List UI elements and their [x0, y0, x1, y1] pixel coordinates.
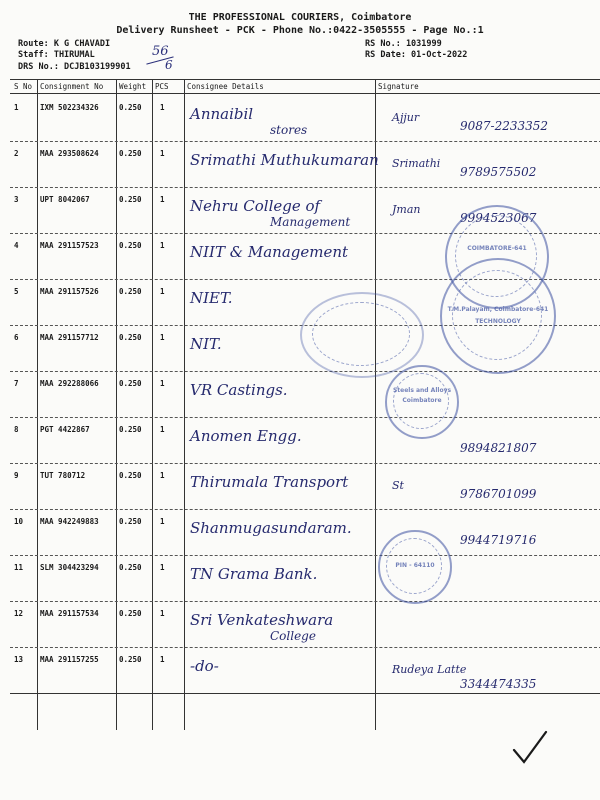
row-signature: Rudeya Latte	[392, 663, 467, 676]
table-row	[0, 417, 600, 463]
row-consignment-number: MAA 291157534	[40, 609, 99, 618]
row-consignment-number: UPT 8042067	[40, 195, 90, 204]
row-signature: Srimathi	[392, 157, 441, 170]
row-consignee-handwritten: -do-	[190, 657, 219, 675]
row-weight: 0.250	[119, 103, 142, 112]
alloys-city: Coimbatore	[402, 397, 442, 404]
col-consignment: Consignment No	[40, 82, 104, 91]
row-consignment-number: MAA 291157255	[40, 655, 99, 664]
row-handwritten-phone: 9786701099	[460, 487, 537, 501]
row-consignee-handwritten: Thirumala Transport	[190, 473, 349, 491]
row-consignee-handwritten: NIIT & Management	[190, 243, 349, 261]
row-pcs: 1	[160, 103, 165, 112]
staff-label: Staff: THIRUMAL	[18, 50, 95, 60]
row-weight: 0.250	[119, 609, 142, 618]
drs-number: DRS No.: DCJB103199901	[18, 62, 131, 72]
col-signature: Signature	[378, 82, 419, 91]
row-consignee-handwritten: Annaibil	[190, 105, 254, 123]
handwritten-count-bottom: 6	[165, 58, 173, 72]
row-handwritten-phone: 9789575502	[460, 165, 537, 179]
row-divider	[10, 601, 600, 602]
row-consignee-handwritten: NIT.	[190, 335, 222, 353]
row-consignee-handwritten: Anomen Engg.	[190, 427, 302, 445]
row-weight: 0.250	[119, 241, 142, 250]
row-serial-number: 2	[14, 149, 19, 158]
table-row	[0, 371, 600, 417]
row-weight: 0.250	[119, 287, 142, 296]
row-handwritten-phone: 9994523067	[460, 211, 537, 225]
table-row	[0, 141, 600, 187]
company-title: THE PROFESSIONAL COURIERS, Coimbatore	[188, 12, 412, 23]
row-divider	[10, 141, 600, 142]
row-consignment-number: MAA 292288066	[40, 379, 99, 388]
row-weight: 0.250	[119, 379, 142, 388]
table-row	[0, 647, 600, 693]
row-consignment-number: MAA 942249883	[40, 517, 99, 526]
row-divider	[10, 555, 600, 556]
row-serial-number: 8	[14, 425, 19, 434]
table-row	[0, 509, 600, 555]
col-sno: S No	[14, 82, 33, 91]
table-row	[0, 601, 600, 647]
route-label: Route: K G CHAVADI	[18, 39, 111, 49]
row-serial-number: 9	[14, 471, 19, 480]
faded-round-stamp	[300, 292, 424, 378]
row-serial-number: 7	[14, 379, 19, 388]
row-consignment-number: SLM 304423294	[40, 563, 99, 572]
table-row	[0, 463, 600, 509]
rs-number: RS No.: 1031999	[365, 39, 442, 49]
row-divider	[10, 509, 600, 510]
row-consignment-number: MAA 293508624	[40, 149, 99, 158]
col-weight: Weight	[119, 82, 147, 91]
row-weight: 0.250	[119, 655, 142, 664]
row-pcs: 1	[160, 425, 165, 434]
row-divider	[10, 417, 600, 418]
col-pcs: PCS	[155, 82, 169, 91]
row-handwritten-phone: 9894821807	[460, 441, 537, 455]
row-pcs: 1	[160, 379, 165, 388]
alloys-stamp	[385, 365, 459, 439]
row-serial-number: 13	[14, 655, 24, 664]
row-pcs: 1	[160, 287, 165, 296]
row-consignment-number: MAA 291157526	[40, 287, 99, 296]
row-signature: Jman	[392, 203, 421, 216]
row-consignee-handwritten: Sri Venkateshwara	[190, 611, 334, 629]
handwritten-count-top: 56	[152, 44, 169, 59]
row-consignee-handwritten: TN Grama Bank.	[190, 565, 318, 583]
row-pcs: 1	[160, 609, 165, 618]
row-serial-number: 3	[14, 195, 19, 204]
row-pcs: 1	[160, 471, 165, 480]
row-weight: 0.250	[119, 517, 142, 526]
stamp-city: COIMBATORE-641	[467, 245, 527, 252]
row-divider	[10, 187, 600, 188]
row-signature: St	[392, 479, 404, 492]
row-handwritten-phone: 9944719716	[460, 533, 537, 547]
stamp-technology: TECHNOLOGY	[475, 318, 521, 325]
row-divider	[10, 463, 600, 464]
row-consignee-handwritten-line2: College	[270, 629, 316, 643]
alloys-name: Steels and Alloys	[392, 387, 452, 394]
row-consignee-handwritten: Nehru College of	[190, 197, 321, 215]
row-consignee-handwritten-line2: Management	[270, 215, 351, 229]
row-weight: 0.250	[119, 471, 142, 480]
row-pcs: 1	[160, 563, 165, 572]
row-serial-number: 4	[14, 241, 19, 250]
table-row	[0, 555, 600, 601]
row-weight: 0.250	[119, 425, 142, 434]
bank-pin: PIN - 64110	[395, 562, 435, 569]
row-serial-number: 6	[14, 333, 19, 342]
row-serial-number: 10	[14, 517, 24, 526]
row-consignment-number: TUT 780712	[40, 471, 86, 480]
row-consignee-handwritten: Srimathi Muthukumaran	[190, 151, 379, 169]
row-weight: 0.250	[119, 195, 142, 204]
runsheet-subtitle: Delivery Runsheet - PCK - Phone No.:0422-3505555 - Page No.:1	[116, 25, 484, 36]
check-mark-icon	[510, 728, 550, 768]
row-pcs: 1	[160, 149, 165, 158]
table-row	[0, 95, 600, 141]
rs-date: RS Date: 01-Oct-2022	[365, 50, 468, 60]
row-consignee-handwritten: VR Castings.	[190, 381, 288, 399]
row-consignment-number: IXM 502234326	[40, 103, 99, 112]
row-serial-number: 5	[14, 287, 19, 296]
row-consignment-number: PGT 4422867	[40, 425, 90, 434]
row-weight: 0.250	[119, 149, 142, 158]
row-pcs: 1	[160, 517, 165, 526]
row-pcs: 1	[160, 333, 165, 342]
row-consignee-handwritten-line2: stores	[270, 123, 308, 137]
table-header-border	[10, 93, 600, 94]
row-serial-number: 1	[14, 103, 19, 112]
row-handwritten-phone: 3344474335	[460, 677, 537, 691]
row-handwritten-phone: 9087-2233352	[460, 119, 549, 133]
row-signature: Ajjur	[392, 111, 420, 124]
row-consignee-handwritten: NIET.	[190, 289, 233, 307]
row-pcs: 1	[160, 655, 165, 664]
stamp-address: T.M.Palayam, Coimbatore-641	[447, 306, 549, 313]
row-weight: 0.250	[119, 333, 142, 342]
row-consignment-number: MAA 291157523	[40, 241, 99, 250]
engineering-college-stamp	[440, 258, 556, 374]
table-bottom-border	[10, 693, 600, 694]
row-serial-number: 12	[14, 609, 24, 618]
row-serial-number: 11	[14, 563, 24, 572]
bank-stamp	[378, 530, 452, 604]
row-consignment-number: MAA 291157712	[40, 333, 99, 342]
col-consignee: Consignee Details	[187, 82, 264, 91]
row-weight: 0.250	[119, 563, 142, 572]
row-pcs: 1	[160, 195, 165, 204]
row-pcs: 1	[160, 241, 165, 250]
table-top-border	[10, 79, 600, 80]
row-divider	[10, 647, 600, 648]
row-consignee-handwritten: Shanmugasundaram.	[190, 519, 352, 537]
